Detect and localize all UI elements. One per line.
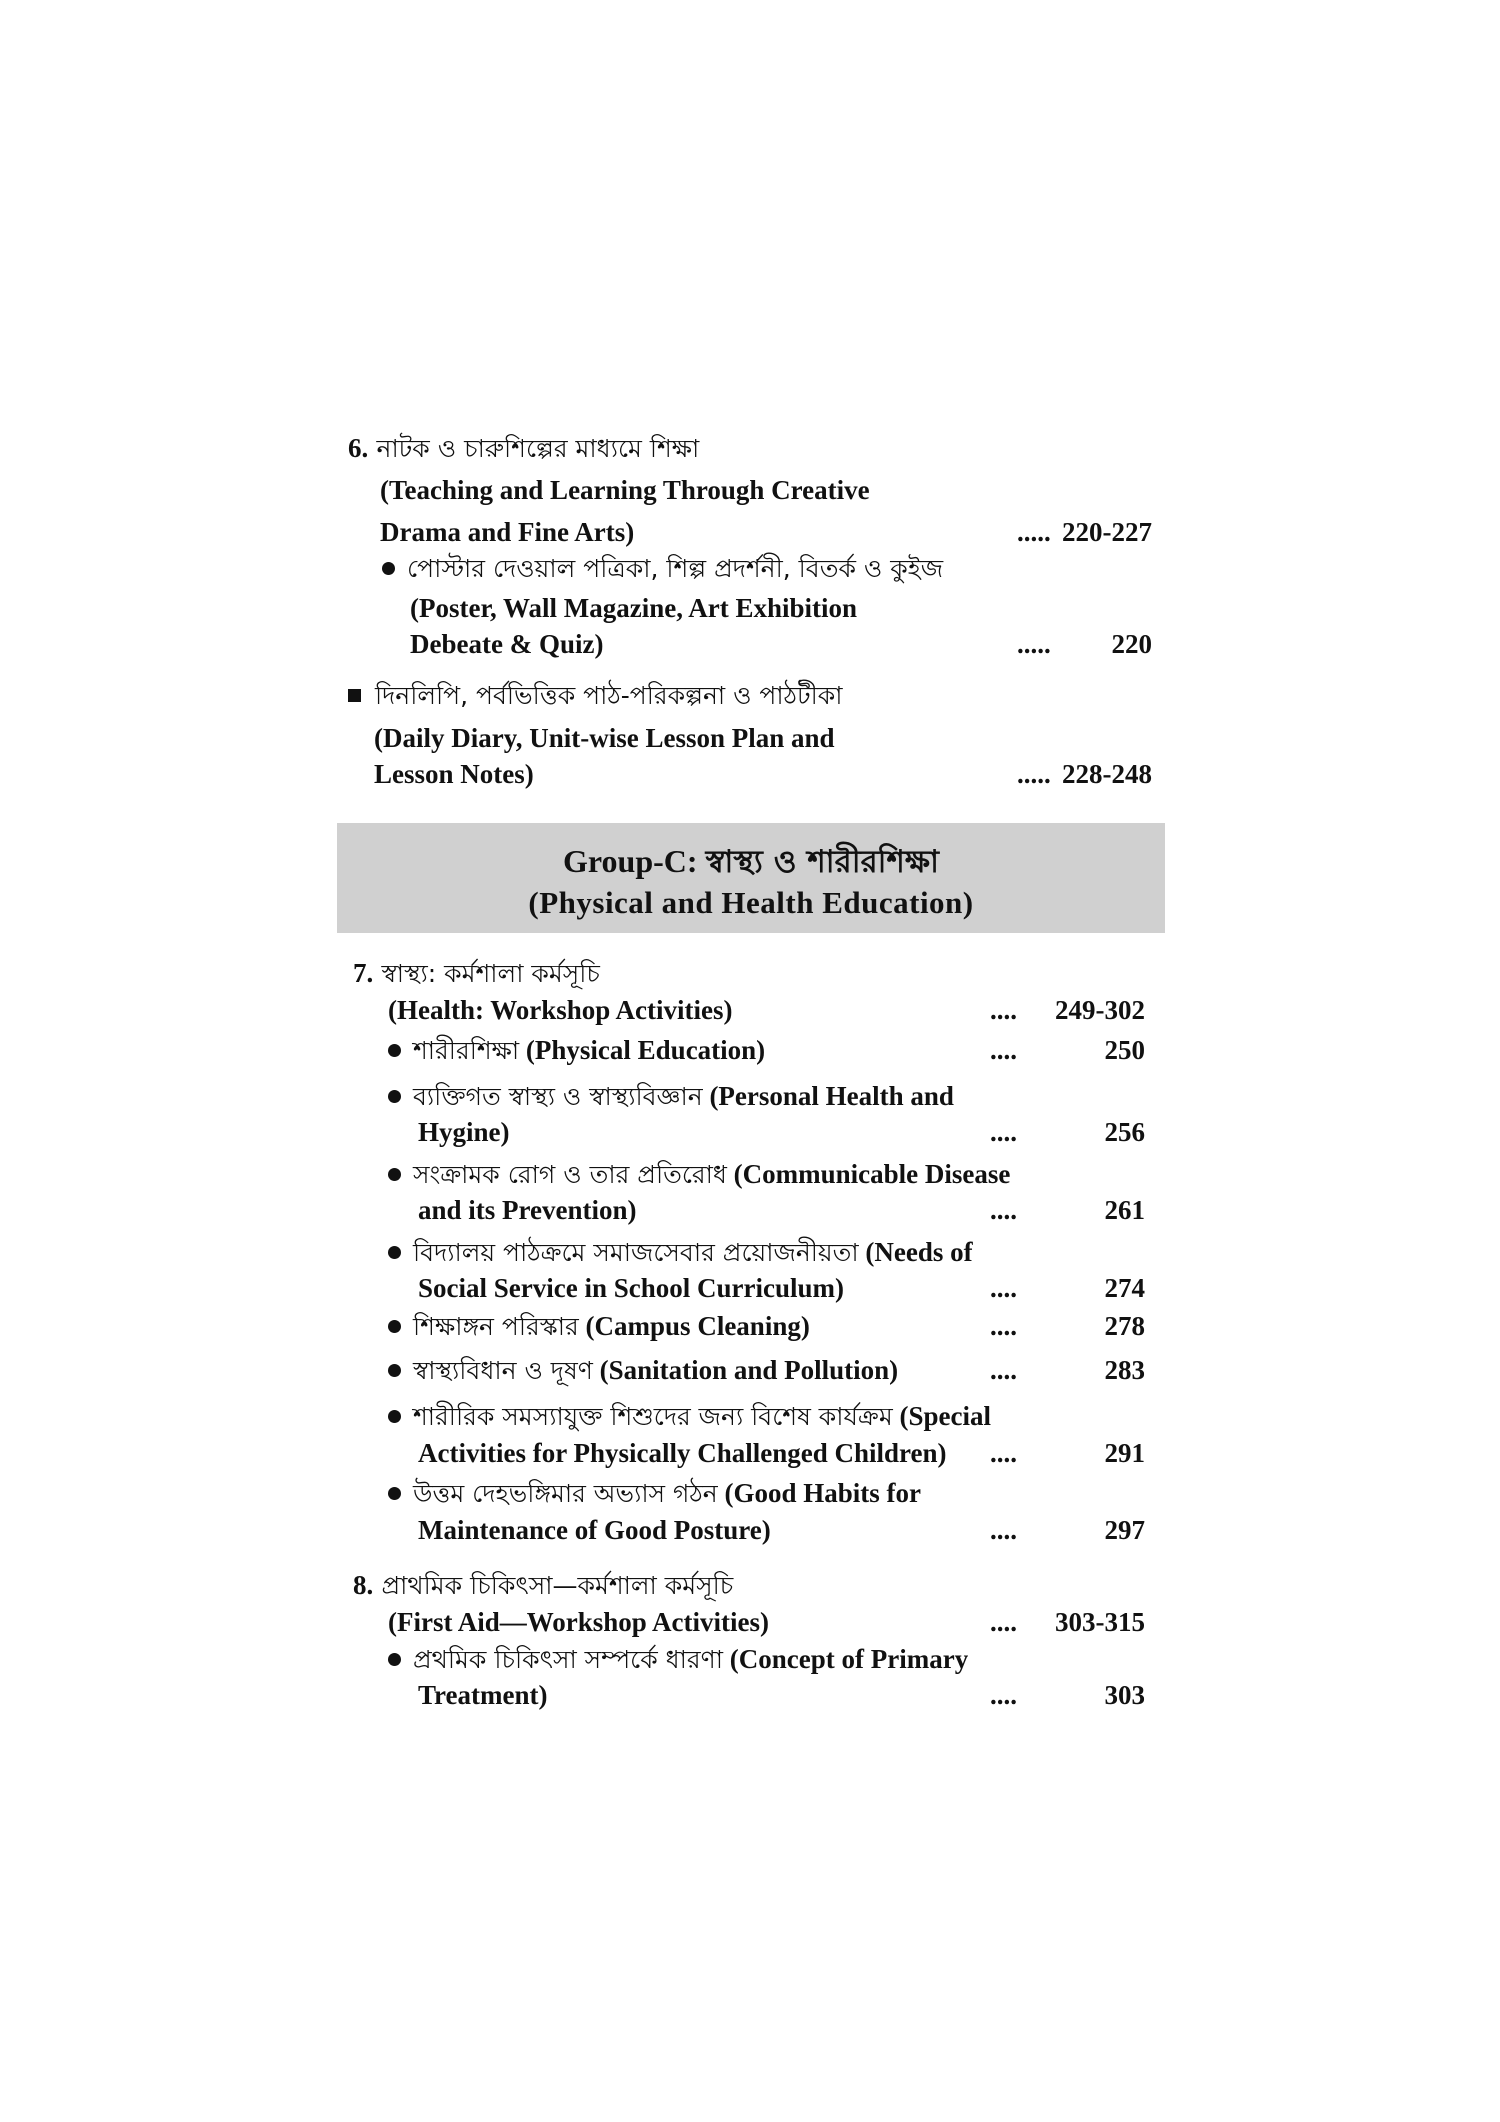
item-title-en: (Sanitation and Pollution): [592, 1355, 899, 1385]
list-item: [388, 1080, 954, 1113]
item-title-en: (Physical Education): [519, 1035, 766, 1065]
entry-title-en: (Daily Diary, Unit-wise Lesson Plan and: [374, 723, 835, 753]
page-range: 249-302: [1055, 995, 1145, 1025]
item-title-en: (Good Habits for: [717, 1478, 921, 1508]
page-number: 261: [1104, 1195, 1145, 1225]
entry-title-en: (First Aid—Workshop Activities): [388, 1607, 770, 1637]
item-title-en: (Personal Health and: [702, 1081, 954, 1111]
bullet-icon: [388, 1246, 401, 1259]
leader-dots: .....: [1017, 629, 1051, 659]
group-heading: [337, 841, 1165, 882]
page-number: 256: [1104, 1117, 1145, 1147]
group-subtitle: (Physical and Health Education): [528, 885, 974, 920]
bullet-icon: [388, 1487, 401, 1500]
item-title-bn: শারীরশিক্ষা: [413, 1036, 520, 1065]
page-number: 291: [1104, 1438, 1145, 1468]
page-number: 283: [1104, 1355, 1145, 1385]
entry-title-en: (Teaching and Learning Through Creative: [380, 475, 870, 505]
page-range: 220-227: [1062, 517, 1152, 547]
leader-dots: ....: [990, 1607, 1017, 1637]
item-title-en: (Needs of: [858, 1237, 973, 1267]
bullet-icon: [388, 1090, 401, 1103]
entry-title-bn: দিনলিপি, পর্বভিত্তিক পাঠ-পরিকল্পনা ও পাঠটীকা: [375, 681, 843, 710]
bullet-icon: [388, 1320, 401, 1333]
item-title-en: (Concept of Primary: [723, 1644, 969, 1674]
list-item: [388, 1643, 968, 1676]
leader-dots: ....: [990, 1117, 1017, 1147]
list-item: [388, 1477, 921, 1510]
entry-title-en: Drama and Fine Arts): [380, 517, 635, 547]
entry-title-en: Lesson Notes): [374, 759, 534, 789]
toc-entry-7-title: [353, 957, 600, 990]
page-number: 303: [1104, 1680, 1145, 1710]
toc-subentry: [382, 553, 943, 585]
bullet-icon: [388, 1410, 401, 1423]
item-title-en: Maintenance of Good Posture): [418, 1515, 771, 1545]
group-title-bn: স্বাস্থ্য ও শারীরশিক্ষা: [705, 844, 939, 880]
group-c-banner: [337, 823, 1165, 933]
item-title-en: (Communicable Disease: [726, 1159, 1011, 1189]
entry-title-bn: নাটক ও চারুশিল্পের মাধ্যমে শিক্ষা: [376, 434, 700, 463]
entry-title-bn: স্বাস্থ্য: কর্মশালা কর্মসূচি: [381, 959, 600, 988]
item-title-en: and its Prevention): [418, 1195, 637, 1225]
list-item: [388, 1158, 1010, 1191]
leader-dots: ....: [990, 1438, 1017, 1468]
subentry-title-en: (Poster, Wall Magazine, Art Exhibition: [410, 593, 858, 623]
list-item: [388, 1236, 973, 1269]
item-title-bn: শারীরিক সমস্যাযুক্ত শিশুদের জন্য বিশেষ কার্যক্রম: [413, 1402, 893, 1431]
leader-dots: ....: [990, 1035, 1017, 1065]
item-title-bn: স্বাস্থ্যবিধান ও দূষণ: [413, 1356, 593, 1385]
item-title-en: Treatment): [418, 1680, 548, 1710]
entry-number: 6.: [348, 433, 369, 463]
item-title-en: Hygine): [418, 1117, 510, 1147]
list-item: [388, 1034, 765, 1067]
page-number: 274: [1104, 1273, 1145, 1303]
item-title-en: Activities for Physically Challenged Children): [418, 1438, 947, 1468]
bullet-icon: [382, 562, 395, 575]
item-title-bn: প্রথমিক চিকিৎসা সম্পর্কে ধারণা: [413, 1645, 724, 1674]
item-title-en: Social Service in School Curriculum): [418, 1273, 844, 1303]
leader-dots: .....: [1017, 759, 1051, 789]
leader-dots: ....: [990, 1515, 1017, 1545]
item-title-en: (Campus Cleaning): [578, 1311, 810, 1341]
item-title-bn: সংক্রামক রোগ ও তার প্রতিরোধ: [413, 1160, 727, 1189]
subentry-title-en: Debeate & Quiz): [410, 629, 604, 659]
bullet-icon: [388, 1168, 401, 1181]
item-title-bn: বিদ্যালয় পাঠক্রমে সমাজসেবার প্রয়োজনীয়তা: [413, 1238, 859, 1267]
list-item: [388, 1310, 810, 1343]
list-item: [388, 1400, 991, 1433]
page-number: 278: [1104, 1311, 1145, 1341]
entry-title-en: (Health: Workshop Activities): [388, 995, 733, 1025]
page-number: 297: [1104, 1515, 1145, 1545]
leader-dots: ....: [990, 995, 1017, 1025]
page-number: 220: [1111, 629, 1152, 659]
item-title-bn: উত্তম দেহভঙ্গিমার অভ্যাস গঠন: [413, 1479, 718, 1508]
leader-dots: ....: [990, 1273, 1017, 1303]
entry-number: 7.: [353, 958, 374, 988]
page-range: 303-315: [1055, 1607, 1145, 1637]
toc-entry-6-title: [348, 432, 699, 465]
entry-title-bn: প্রাথমিক চিকিৎসা—কর্মশালা কর্মসূচি: [381, 1571, 734, 1600]
bullet-icon: [388, 1044, 401, 1057]
leader-dots: ....: [990, 1355, 1017, 1385]
leader-dots: ....: [990, 1311, 1017, 1341]
bullet-icon: [388, 1364, 401, 1377]
entry-number: 8.: [353, 1570, 374, 1600]
bullet-icon: [388, 1653, 401, 1666]
list-item: [388, 1354, 898, 1387]
leader-dots: .....: [1017, 517, 1051, 547]
page-range: 228-248: [1062, 759, 1152, 789]
toc-entry-8-title: [353, 1569, 733, 1602]
group-label: Group-C:: [563, 843, 706, 879]
subentry-title-bn: পোস্টার দেওয়াল পত্রিকা, শিল্প প্রদর্শনী, বিতর্ক ও কুইজ: [407, 554, 944, 583]
toc-entry-diary-title: [348, 680, 843, 712]
item-title-bn: শিক্ষাঙ্গন পরিস্কার: [413, 1312, 579, 1341]
item-title-en: (Special: [892, 1401, 991, 1431]
leader-dots: ....: [990, 1195, 1017, 1225]
page-number: 250: [1104, 1035, 1145, 1065]
item-title-bn: ব্যক্তিগত স্বাস্থ্য ও স্বাস্থ্যবিজ্ঞান: [413, 1082, 703, 1111]
square-bullet-icon: [348, 689, 361, 702]
leader-dots: ....: [990, 1680, 1017, 1710]
